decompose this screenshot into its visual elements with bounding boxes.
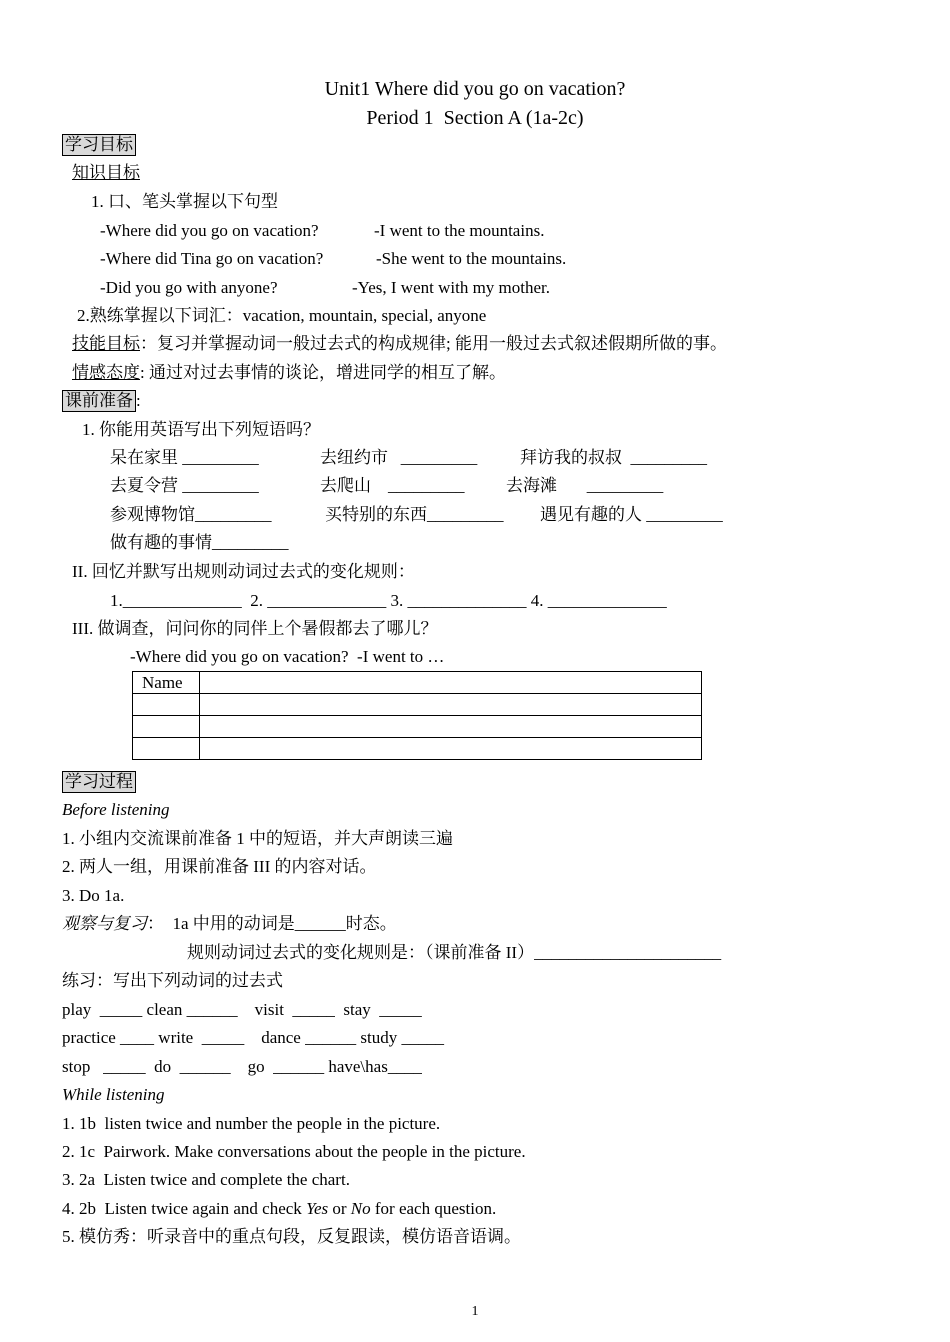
phrase-interesting-people: 遇见有趣的人 _________	[540, 505, 723, 524]
prep-question-1: 1. 你能用英语写出下列短语吗？	[82, 420, 320, 439]
observe-text: ： 1a 中用的动词是______时态。	[147, 914, 397, 933]
prep-heading-box: 课前准备	[62, 390, 136, 412]
while-step-5: 5. 模仿秀：听录音中的重点句段，反复跟读，模仿语音语调。	[62, 1227, 521, 1246]
no-word: No	[350, 1199, 371, 1218]
or-word: or	[328, 1199, 351, 1218]
process-heading	[62, 771, 136, 793]
process-heading-box: 学习过程	[62, 771, 136, 793]
rule-recall: 规则动词过去式的变化规则是：（课前准备 II）______________________	[187, 943, 722, 962]
prep-question-2: II. 回忆并默写出规则动词过去式的变化规则：	[72, 562, 415, 581]
table-header-name: Name	[133, 672, 200, 694]
phrase-stay-home: 呆在家里 _________	[110, 448, 259, 467]
survey-dialog: -Where did you go on vacation? -I went to …	[130, 647, 445, 666]
table-row	[133, 694, 702, 716]
verbs-row-1: play _____ clean ______ visit _____ stay _____	[62, 1000, 422, 1019]
objectives-heading-box: 学习目标	[62, 134, 136, 156]
skill-objective	[72, 333, 727, 355]
survey-table	[132, 671, 702, 760]
yes-word: Yes	[306, 1199, 329, 1218]
knowledge-item-2: 2.熟练掌握以下词汇：vacation, mountain, special, anyone	[77, 306, 487, 325]
table-cell	[200, 672, 702, 694]
table-cell	[200, 716, 702, 738]
observe-label: 观察与复习	[62, 914, 147, 933]
page-number: 1	[471, 1304, 479, 1319]
table-row	[133, 672, 702, 694]
doc-title: Unit1 Where did you go on vacation?	[324, 78, 626, 100]
table-cell	[200, 738, 702, 760]
before-step-2: 2. 两人一组，用课前准备 III 的内容对话。	[62, 857, 377, 876]
phrase-mountains: 去爬山 _________	[320, 476, 465, 495]
table-cell	[133, 716, 200, 738]
prep-question-3: III. 做调查，问问你的同伴上个暑假都去了哪儿？	[72, 619, 438, 638]
while-step-4	[62, 1198, 496, 1220]
table-cell	[133, 738, 200, 760]
while-listening-heading: While listening	[62, 1085, 165, 1104]
before-step-3: 3. Do 1a.	[62, 886, 125, 905]
phrase-summer-camp: 去夏令营 _________	[110, 476, 259, 495]
sentence-a-2: -She went to the mountains.	[376, 249, 567, 268]
doc-subtitle: Period 1 Section A (1a-2c)	[366, 107, 584, 129]
skill-label: 技能目标	[72, 334, 140, 353]
while-step-3: 3. 2a Listen twice and complete the chart.	[62, 1170, 350, 1189]
while-step-1: 1. 1b listen twice and number the people in the picture.	[62, 1114, 441, 1133]
rules-blanks: 1.______________ 2. ______________ 3. ______________ 4. ______________	[110, 591, 667, 610]
verbs-row-2: practice ____ write _____ dance ______ study _____	[62, 1028, 444, 1047]
knowledge-heading: 知识目标	[72, 163, 140, 182]
table-row	[133, 738, 702, 760]
emotion-text: : 通过对过去事情的谈论，增进同学的相互了解。	[140, 363, 506, 382]
table-cell	[200, 694, 702, 716]
sentence-a-3: -Yes, I went with my mother.	[352, 278, 551, 297]
while-step-2: 2. 1c Pairwork. Make conversations about the people in the picture.	[62, 1142, 526, 1161]
emotion-label: 情感态度	[72, 363, 140, 382]
sentence-q-3: -Did you go with anyone?	[100, 278, 278, 297]
verbs-row-3: stop _____ do ______ go ______ have\has____	[62, 1057, 422, 1076]
practice-heading: 练习：写出下列动词的过去式	[62, 971, 283, 990]
before-listening-heading: Before listening	[62, 800, 170, 819]
sentence-q-2: -Where did Tina go on vacation?	[100, 249, 324, 268]
phrase-museum: 参观博物馆_________	[110, 505, 272, 524]
skill-text: ：复习并掌握动词一般过去式的构成规律; 能用一般过去式叙述假期所做的事。	[140, 334, 727, 353]
prep-heading-colon: :	[136, 391, 141, 410]
phrase-beach: 去海滩 _________	[506, 476, 664, 495]
emotion-objective	[72, 362, 506, 384]
while-step-4-pre: 4. 2b Listen twice again and check	[62, 1199, 307, 1218]
phrase-visit-uncle: 拜访我的叔叔 _________	[520, 448, 707, 467]
sentence-q-1: -Where did you go on vacation?	[100, 221, 319, 240]
table-row	[133, 716, 702, 738]
prep-heading	[62, 390, 141, 412]
while-step-4-post: for each question.	[370, 1199, 497, 1218]
phrase-special: 买特别的东西_________	[325, 505, 504, 524]
sentence-a-1: -I went to the mountains.	[374, 221, 545, 240]
table-cell	[133, 694, 200, 716]
knowledge-item-1: 1. 口、笔头掌握以下句型	[91, 192, 278, 211]
phrase-new-york: 去纽约市 _________	[320, 448, 478, 467]
observe-review	[62, 913, 397, 935]
before-step-1: 1. 小组内交流课前准备 1 中的短语，并大声朗读三遍	[62, 829, 453, 848]
objectives-heading	[62, 134, 136, 156]
phrase-interesting-things: 做有趣的事情_________	[110, 533, 289, 552]
